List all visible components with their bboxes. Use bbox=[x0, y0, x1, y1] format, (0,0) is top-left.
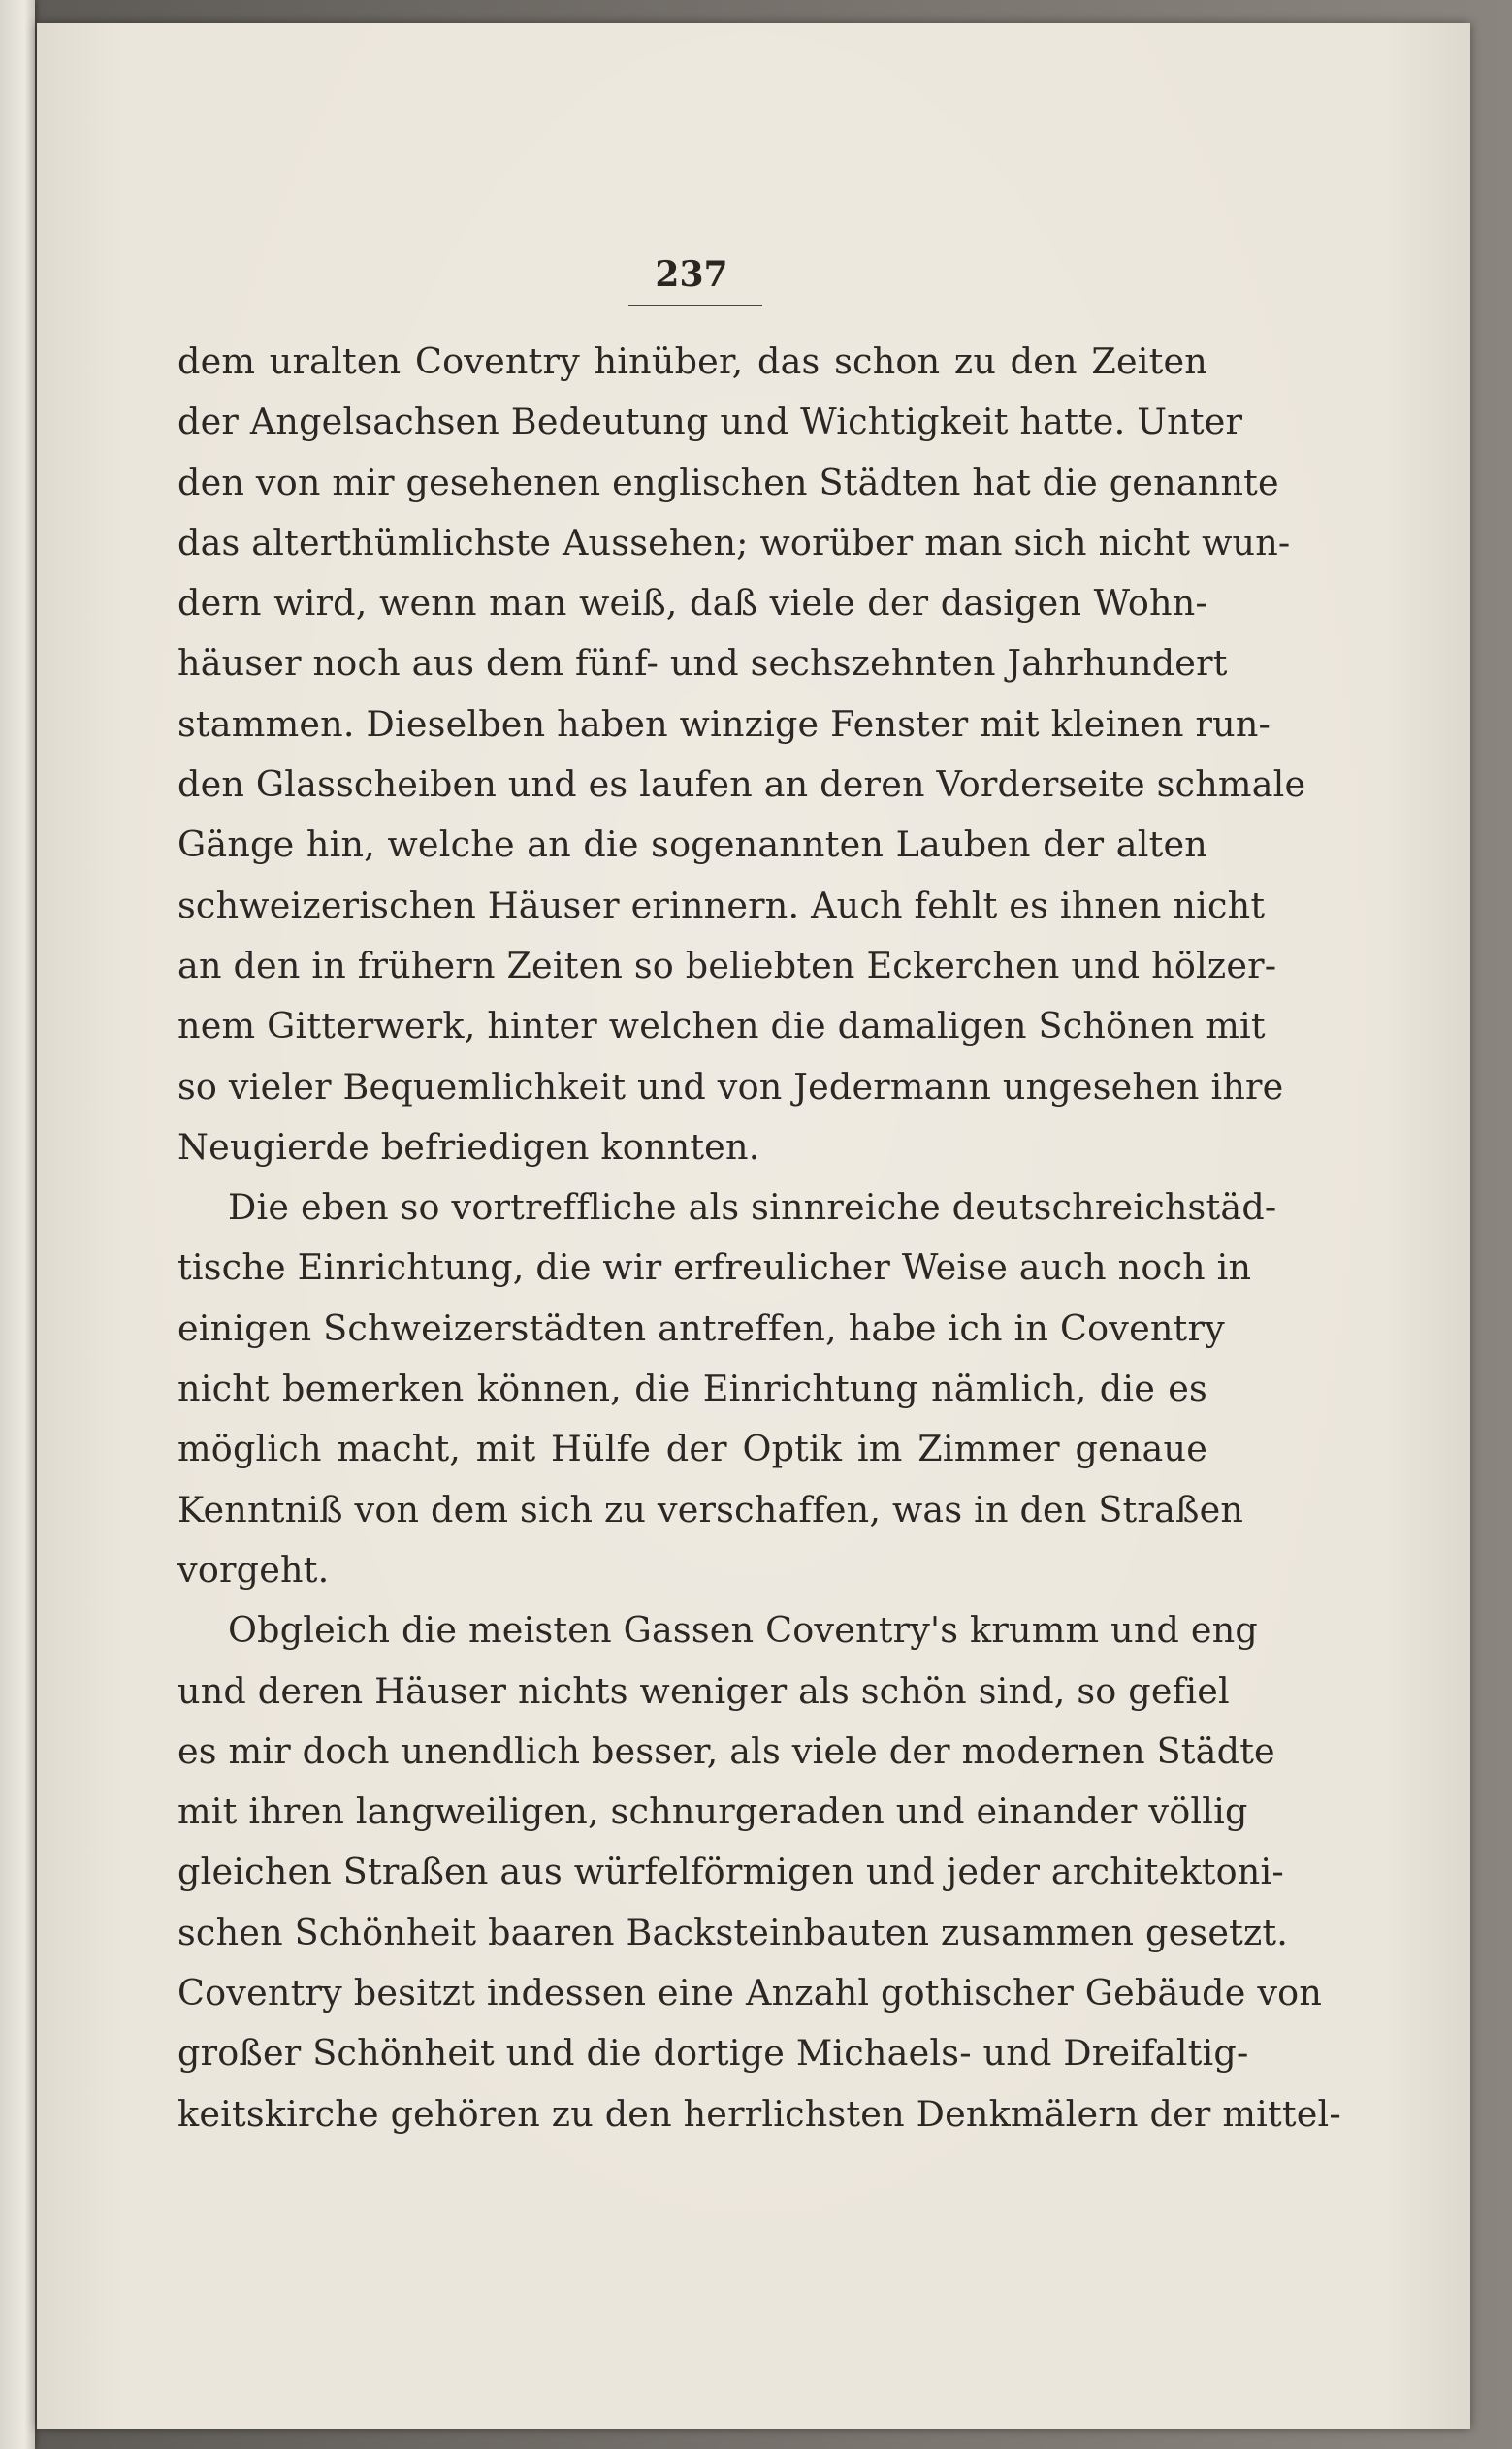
text-line: schen Schönheit baaren Backsteinbauten zusammen gesetzt. bbox=[177, 1911, 1289, 1953]
text-line: großer Schönheit und die dortige Michaels- und Dreifaltig- bbox=[177, 2032, 1249, 2075]
text-line: dern wird, wenn man weiß, daß viele der dasigen Wohn- bbox=[177, 582, 1207, 625]
text-line: möglich macht, mit Hülfe der Optik im Zimmer genaue bbox=[177, 1428, 1207, 1470]
text-line: häuser noch aus dem fünf- und sechszehnten Jahrhundert bbox=[177, 642, 1228, 685]
text-line: und deren Häuser nichts weniger als schön sind, so gefiel bbox=[177, 1669, 1230, 1712]
text-line: nicht bemerken können, die Einrichtung nämlich, die es bbox=[177, 1368, 1207, 1410]
book-page bbox=[37, 23, 1470, 2429]
page-number-rule bbox=[628, 305, 762, 306]
text-line: Die eben so vortreffliche als sinnreiche deutschreichstäd- bbox=[228, 1186, 1277, 1229]
text-line: Gänge hin, welche an die sogenannten Lauben der alten bbox=[177, 823, 1207, 866]
text-line: den von mir gesehenen englischen Städten hat die genannte bbox=[177, 461, 1279, 503]
text-line: Obgleich die meisten Gassen Coventry's krumm und eng bbox=[228, 1609, 1258, 1652]
body-text bbox=[177, 332, 1341, 2144]
text-line: es mir doch unendlich besser, als viele der modernen Städte bbox=[177, 1729, 1275, 1772]
text-line: Coventry besitzt indessen eine Anzahl gothischer Gebäude von bbox=[177, 1972, 1323, 2014]
page-number: 237 bbox=[655, 254, 728, 295]
text-line: mit ihren langweiligen, schnurgeraden und einander völlig bbox=[177, 1790, 1248, 1833]
text-line: den Glasscheiben und es laufen an deren Vorderseite schmale bbox=[177, 763, 1306, 806]
text-line: schweizerischen Häuser erinnern. Auch fehlt es ihnen nicht bbox=[177, 884, 1266, 926]
text-line: das alterthümlichste Aussehen; worüber man sich nicht wun- bbox=[177, 521, 1291, 564]
text-line: Kenntniß von dem sich zu verschaffen, was in den Straßen bbox=[177, 1488, 1244, 1531]
text-line: tische Einrichtung, die wir erfreulicher Weise auch noch in bbox=[177, 1246, 1252, 1289]
text-line: dem uralten Coventry hinüber, das schon zu den Zeiten bbox=[177, 340, 1207, 382]
text-line: nem Gitterwerk, hinter welchen die damaligen Schönen mit bbox=[177, 1005, 1266, 1047]
text-line: Neugierde befriedigen konnten. bbox=[177, 1125, 760, 1168]
text-line: an den in frühern Zeiten so beliebten Eckerchen und hölzer- bbox=[177, 944, 1277, 986]
text-line: gleichen Straßen aus würfelförmigen und jeder architektoni- bbox=[177, 1851, 1284, 1893]
text-line: keitskirche gehören zu den herrlichsten Denkmälern der mittel- bbox=[177, 2092, 1341, 2135]
text-line: stammen. Dieselben haben winzige Fenster mit kleinen run- bbox=[177, 702, 1271, 745]
text-line: vorgeht. bbox=[177, 1548, 330, 1591]
text-line: so vieler Bequemlichkeit und von Jedermann ungesehen ihre bbox=[177, 1065, 1284, 1108]
text-line: der Angelsachsen Bedeutung und Wichtigkeit hatte. Unter bbox=[177, 401, 1243, 443]
book-spine-edge bbox=[0, 0, 35, 2449]
text-line: einigen Schweizerstädten antreffen, habe ich in Coventry bbox=[177, 1306, 1225, 1349]
